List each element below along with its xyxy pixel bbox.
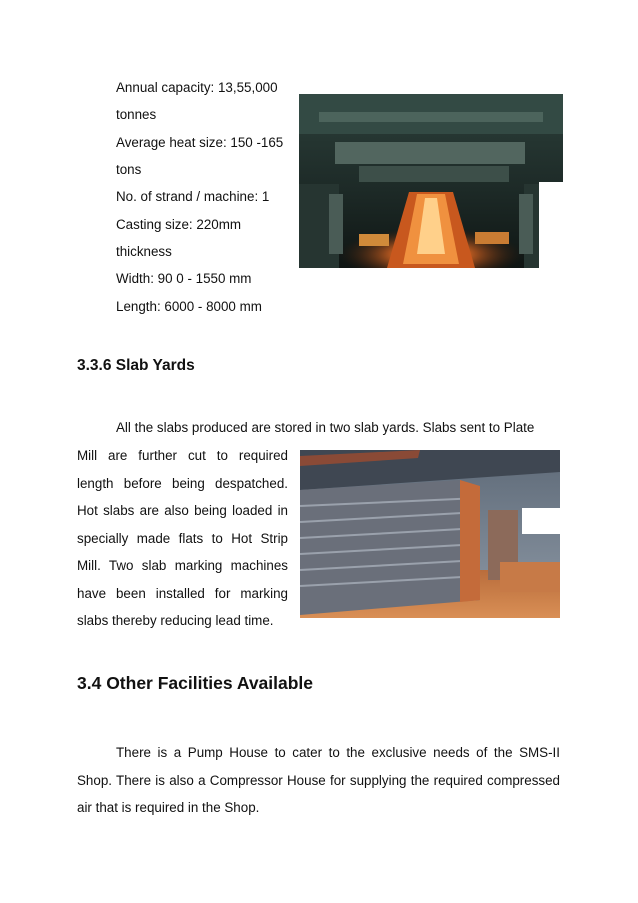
- slab-yard-photo: [300, 450, 560, 618]
- spec-line-2: tonnes: [116, 107, 157, 122]
- slab-para-line-4: Hot slabs are also being loaded in: [77, 503, 288, 518]
- slab-para-line-3: length before being despatched.: [77, 476, 288, 491]
- spec-line-4: tons: [116, 162, 142, 177]
- section-336-heading: 3.3.6 Slab Yards: [77, 357, 195, 374]
- facilities-para-line-2: Shop. There is also a Compressor House for supplying the required compressed: [77, 773, 560, 788]
- slab-para-line-8: slabs thereby reducing lead time.: [77, 613, 274, 628]
- spec-line-8: Width: 90 0 - 1550 mm: [116, 271, 252, 286]
- spec-line-3: Average heat size: 150 -165: [116, 135, 284, 150]
- spec-line-6: Casting size: 220mm: [116, 217, 242, 232]
- facilities-para-line-1: There is a Pump House to cater to the exclusive needs of the SMS-II: [116, 745, 560, 760]
- slab-para-line-1: All the slabs produced are stored in two slab yards. Slabs sent to Plate: [116, 420, 535, 435]
- spec-line-9: Length: 6000 - 8000 mm: [116, 299, 262, 314]
- slab-yard-photo-illustration: [300, 450, 560, 618]
- slab-para-line-5: specially made flats to Hot Strip: [77, 531, 288, 546]
- section-34-heading: 3.4 Other Facilities Available: [77, 673, 314, 693]
- facilities-para-line-3: air that is required in the Shop.: [77, 800, 260, 815]
- spec-line-7: thickness: [116, 244, 172, 259]
- spec-line-5: No. of strand / machine: 1: [116, 189, 270, 204]
- caster-photo: [299, 94, 563, 268]
- slab-para-line-2: Mill are further cut to required: [77, 448, 288, 463]
- caster-photo-illustration: [299, 94, 563, 268]
- slab-para-line-7: have been installed for marking: [77, 586, 288, 601]
- spec-line-1: Annual capacity: 13,55,000: [116, 80, 278, 95]
- slab-para-line-6: Mill. Two slab marking machines: [77, 558, 288, 573]
